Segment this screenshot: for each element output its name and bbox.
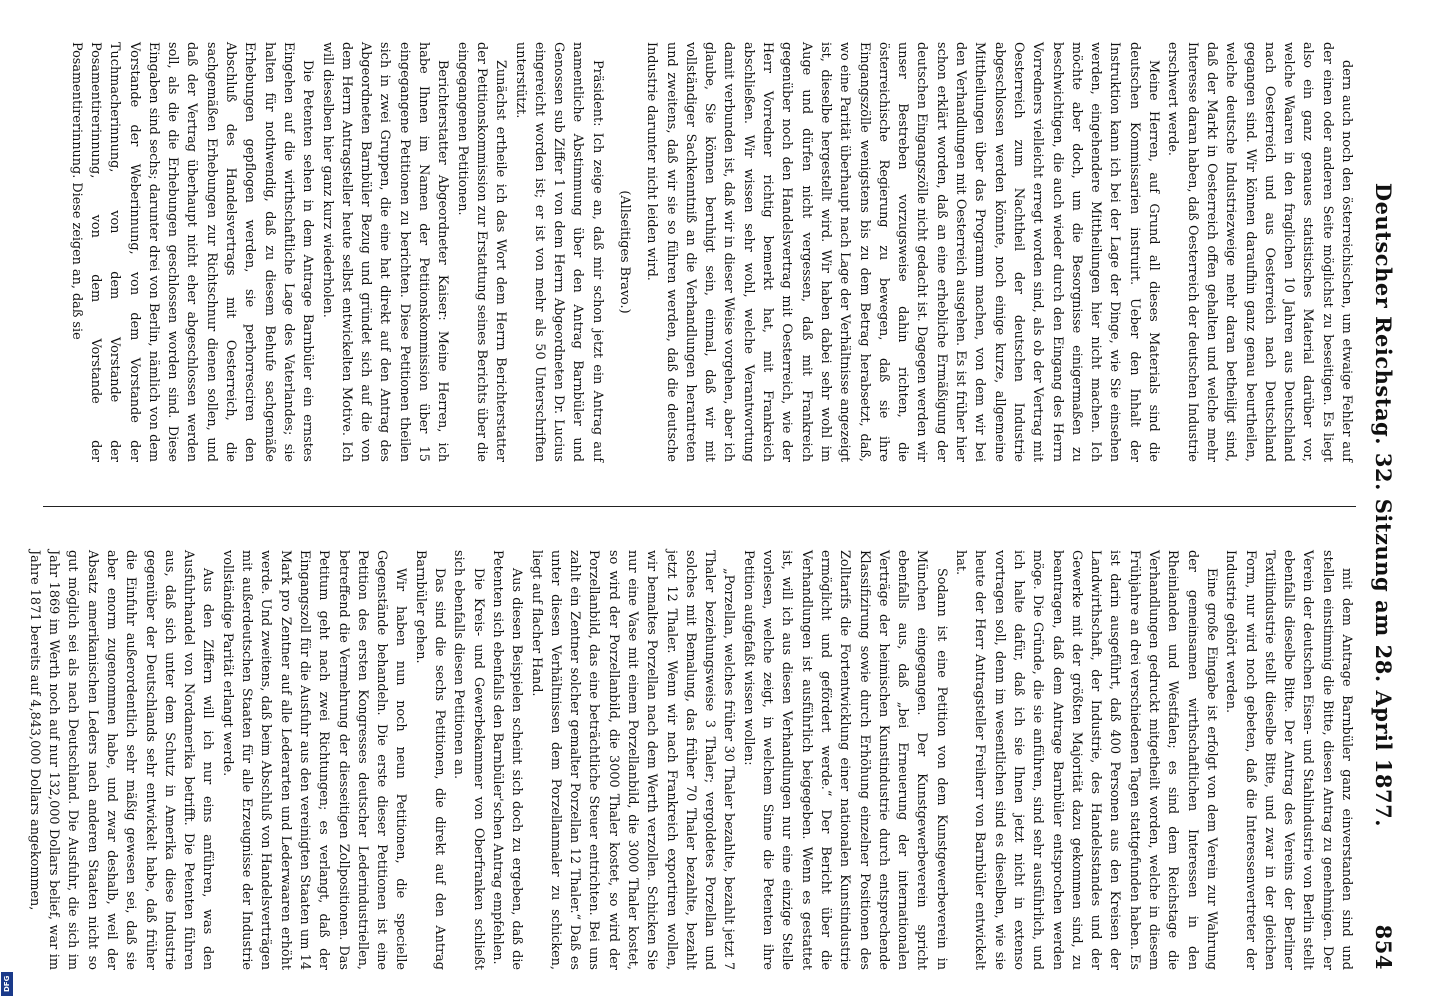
page-number: 854 (1371, 924, 1396, 970)
paragraph: Die Petenten sehen in dem Antrage Barnbüler ein ernstes Eingehen auf die wirthschaftliche Lage des Vaterlandes; sie halten für nothwendig, daß zu diesem Behufe sachgemäße Erhebungen gepflogen werden, sie perhorresciren den Abschluß des Handelsvertrags mit Oesterreich, die sachgemäßen Erhebungen zur Richtschnur dienen sollen, und daß der Vertrag überhaupt nicht eher abgeschlossen werden soll, als die die Erhebungen geschlossen worden sind. Diese Eingaben sind sechs; darunter drei von Berlin, nämlich von dem Vorstande der Weberinnung, von dem Vorstande der Tuchmacherinnung, von dem Vorstande der Posamentirerinnung, von dem Vorstande der Posamentirerinnung. Diese zeigen an, daß sie (68, 42, 316, 462)
quotation: „Porzellan, welches früher 30 Thaler bezahlte, bezahlt jetzt 7 Thaler beziehungsweise 3 Thaler; vergoldetes Porzellan und solches mit Bemalung, das früher 70 Thaler bezahlte, bezahlt jetzt 12 Thaler. Wenn wir nach Frankreich exportiren wollen, wir bemaltes Porzellan nach dem Werth verzollen. Schicken Sie nur eine Vase mit einem Porzellanbild, die 3000 Thaler kostet, so wird der Porzellanbild, die 3000 Thaler kostet, so wird der Porzellanbild, das eine beträchtliche Steuer entrichten. Bei uns zahlt ein Zentner solcher gemalter Porzellan 12 Thaler.“ Daß es unter diesen Verhältnissen dem Porzellanmaler zu schicken, liegt auf flacher Hand. (528, 550, 737, 970)
text-columns (26, 42, 1356, 970)
interjection: (Allseitiges Bravo.) (617, 190, 633, 314)
paragraph: dern auch noch den österreichischen, um etwaige Fehler auf der einen oder anderen Seite möglichst zu beseitigen. Es liegt also ein ganz genaues statistisches Material darüber vor, welche Waaren in den fraglichen 10 Jahren aus Deutschland nach Oesterreich und aus Oesterreich nach Deutschland gegangen sind. Wir können daraufhin ganz genau beurtheilen, welche deutsche Industriezweige mehr daran betheiligt sind, daß der Markt in Oesterreich offen gehalten und welche mehr Interesse daran haben, daß Oesterreich der deutschen Industrie erschwert werde. (1165, 42, 1354, 462)
paragraph: Aus diesen Beispielen scheint sich doch zu ergeben, daß die Petenten sich ebenfalls den Barnbüler'schen Antrag empfehlen. (489, 550, 525, 970)
paragraph: Berichterstatter Abgeordneter Kaiser: Meine Herren, ich habe Ihnen im Namen der Petitionskommission über 15 eingegangene Petitionen zu berichten. Diese Petitionen theilen sich in zwei Gruppen, die eine hat direkt auf den Antrag des Abgeordneten Barnbüler Bezug und gründet sich auf die von dem Herrn Antragsteller heute selbst entwickelten Motive. Ich will dieselben hier ganz kurz wiederholen. (319, 42, 451, 462)
paragraph: Zunächst ertheile ich das Wort dem Herrn Berichterstatter der Petitionskommission zur Erstattung seines Berichts über die eingegangenen Petitionen. (454, 42, 509, 462)
paragraph: Eine große Eingabe ist erfolgt von dem Verein zur Wahrung der gemeinsamen wirthschaftlichen Interessen in den Rheinlanden und Westfalen; es sind dem Reichstage die Verhandlungen gedruckt mitgetheilt worden, welche in diesem Frühjahre an drei verschiedenen Tagen stattgefunden haben. Es ist darin ausgeführt, daß 400 Personen aus den Kreisen der Landwirthschaft, der Industrie, des Handelsstandes und der Gewerke mit der größten Majorität dazu gekommen sind, zu beantragen, daß dem Antrage Barnbüler entsprochen werden möge. Die Gründe, die sie anführen, sind sehr ausführlich, und ich halte dafür, daß ich sie Ihnen jetzt nicht in extenso vortragen soll, denn im wesentlichen sind es dieselben, wie sie heute der Herr Antragsteller Freiherr von Barnbüler entwickelt hat. (953, 550, 1219, 970)
rotated-document-page (23, 0, 1418, 1000)
column-divider (43, 506, 1356, 507)
paragraph: Sodann ist eine Petition von dem Kunstgewerbeverein in München eingegangen. Der Kunstgewerbeverein spricht ebenfalls aus, daß „bei Erneuerung der internationalen Verträge der heimischen Kunstindustrie durch entsprechende Klassifizirung sowie durch Erhöhung einzelner Positionen des Zolltarifs die Fortentwicklung einer nationalen Kunstindustrie ermöglicht und gefördert werde.“ Der Bericht über die Verhandlungen ist ausführlich beigegeben. Wenn es gestattet ist, will ich aus diesen Verhandlungen nur eine einzige Stelle vorlesen, welche zeigt, in welchem Sinne die Petenten ihre Petition aufgefaßt wissen wollen: (740, 550, 949, 970)
right-column (26, 550, 1356, 970)
paragraph: Die Kreis- und Gewerbekammer von Oberfranken schließt sich ebenfalls diesen Petitionen an. (451, 550, 486, 970)
dfg-logo: DFG (1, 972, 13, 996)
paragraph: Aus den Ziffern will ich nur eins anführen, was den Ausfuhrhandel von Nordamerika betrifft. Die Petenten führen aus, daß sich unter dem Schutz in Amerika diese Industrie gegenüber der Deutschlands sehr entwickelt habe, daß früher die Einfuhr außerordentlich sehr mäßig gewesen sei, daß sie aber enorm zugenommen habe, und zwar deshalb, weil der Absatz amerikanischen Leders nach anderen Staaten nicht so gut möglich sei als nach Deutschland. Die Ausfuhr, die sich im Jahr 1869 im Werth noch auf nur 132,000 Dollars belief, war im Jahre 1871 bereits auf 4,843,000 Dollars angekommen, (26, 550, 216, 970)
paragraph: Meine Herren, auf Grund all dieses Materials sind die deutschen Kommissarien instruirt. Ueber den Inhalt der Instruktion kann ich bei der Lage der Dinge, wie Sie einsehen werden, eingehendere Mittheilungen hier nicht machen. Ich möchte aber doch, um die Besorgnisse einigermaßen zu beschwichtigen, die auch wieder durch den Eingang des Herrn Vorredners vielleicht erregt worden sind, als ob der Vertrag mit Oesterreich zum Nachtheil der deutschen Industrie abgeschlossen werden könnte, noch einige kurze, allgemeine Mittheilungen über das Programm machen, von dem wir bei den Verhandlungen mit Oesterreich ausgehen. Es ist früher hier schon erklärt worden, daß an eine erhebliche Ermäßigung der deutschen Eingangszölle nicht gedacht ist. Dagegen werden wir unser Bestreben vorzugsweise dahin richten, die österreichische Regierung zu bewegen, daß sie ihre Eingangszölle wenigstens bis zu dem Betrag herabsetzt, daß, wo eine Parität überhaupt nach Lage der Verhältnisse angezeigt ist, dieselbe hergestellt wird. Wir haben dabei sehr wohl im Auge und dürfen nicht vergessen, daß mit Frankreich gegenüber noch den Handelsvertrag mit Oesterreich, wie der Herr Vorredner richtig bemerkt hat, mit Frankreich abschließen. Wir wissen sehr wohl, welche Verantwortung damit verbunden ist, daß wir in dieser Weise vorgehen, aber ich glaube, Sie können beruhigt sein, einmal, daß wir mit vollständiger Sachkenntniß an die Verhandlungen herantreten und zweitens, daß wir sie so führen werden, daß die deutsche Industrie darunter nicht leiden wird. (644, 42, 1162, 462)
paragraph: mit dem Antrage Barnbüler ganz einverstanden sind und stellen einstimmig die Bitte, diesen Antrag zu genehmigen. Der Verein der deutschen Eisen- und Stahlindustrie von Berlin stellt ebenfalls dieselbe Bitte. Der Antrag des Vereins der Berliner Textilindustrie stellt dieselbe Bitte, und zwar in der gleichen Form, nur wird noch gebeten, daß die Interessenvertreter der Industrie gehört werden. (1223, 550, 1354, 970)
paragraph: Präsident: Ich zeige an, daß mir schon jetzt ein Antrag auf namentliche Abstimmung über den Antrag Barnbüler und Genossen sub Ziffer 1 von dem Herrn Abgeordneten Dr. Lucius eingereicht worden ist; er ist von mehr als 50 Unterschriften unterstützt. (512, 42, 605, 462)
paragraph: Das sind die sechs Petitionen, die direkt auf den Antrag Barnbüler gehen. (412, 550, 448, 970)
running-head (1362, 40, 1396, 970)
left-column (43, 42, 1356, 462)
paragraph: Wir haben nun noch neun Petitionen, die specielle Gegenstände behandeln. Die erste dieser Petitionen ist eine Petition des ersten Kongresses deutscher Lederindustriellen, betreffend die Vermehrung der diesseitigen Zollpositionen. Das Petitum geht nach zwei Richtungen; es verlangt, daß der Eingangszoll für die Ausfuhr aus den vereinigten Staaten um 14 Mark pro Zentner auf alle Lederarten und Lederwaaren erhöht werde. Und zweitens, daß beim Abschluß von Handelsverträgen mit außerdeutschen Staaten für alle Erzeugnisse der Industrie vollständige Parität erlangt werde. (219, 550, 409, 970)
page-header-title: Deutscher Reichstag. 32. Sitzung am 28. April 1877. (1371, 182, 1396, 828)
